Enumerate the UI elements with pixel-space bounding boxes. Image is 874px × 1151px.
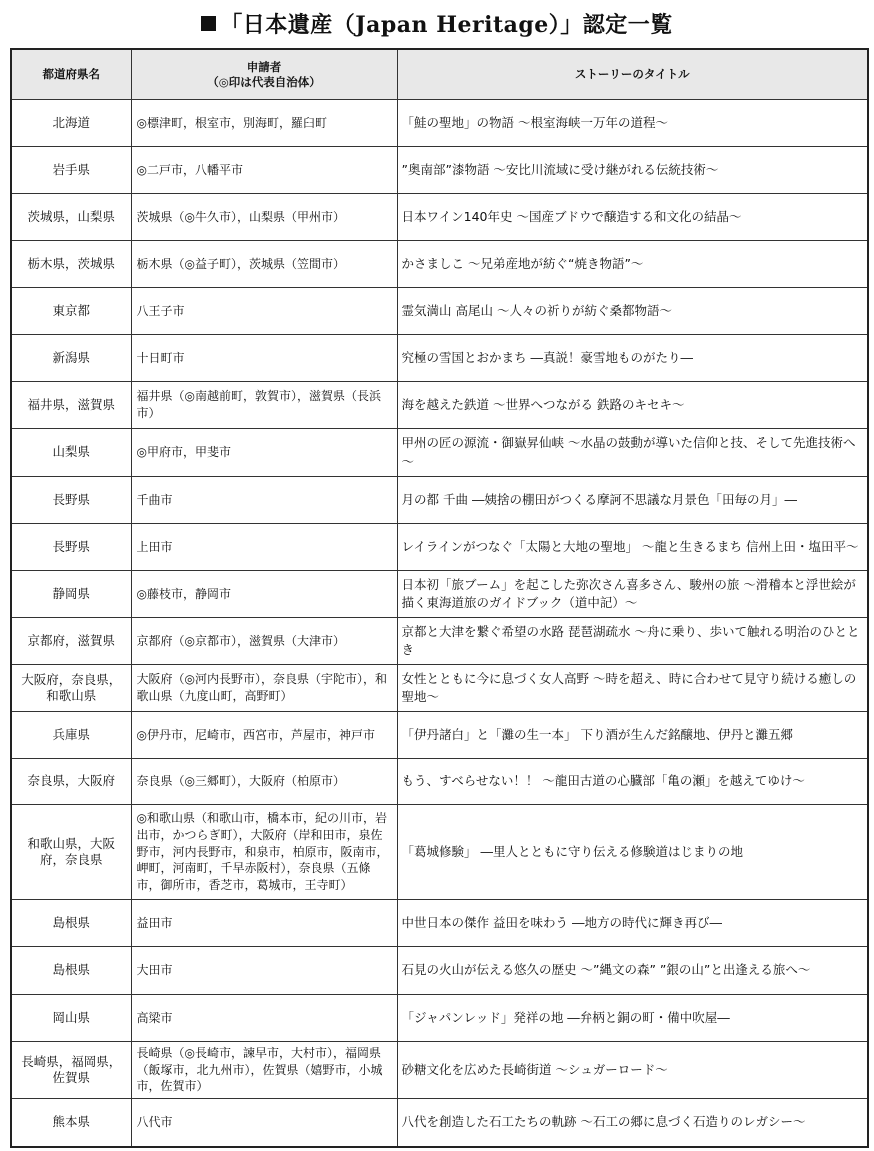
applicant-cell: ◎和歌山県（和歌山市，橋本市，紀の川市，岩出市，かつらぎ町），大阪府（岸和田市，泉佐野市，河内長野市，和泉市，柏原市，阪南市，岬町，河南町，千早赤阪村），奈良県（五條市，御所市，香芝市，葛城市，王寺町） [131,805,397,900]
applicant-cell: ◎標津町，根室市，別海町，羅臼町 [131,100,397,147]
table-row [11,241,868,288]
square-bullet-icon [201,16,216,31]
table-row [11,759,868,805]
story-cell: 中世日本の傑作 益田を味わう ―地方の時代に輝き再び― [397,900,868,947]
header-applicant [131,49,397,100]
story-cell: 「鮭の聖地」の物語 ～根室海峡一万年の道程～ [397,100,868,147]
applicant-cell: 千曲市 [131,477,397,524]
story-cell: もう、すべらせない！！ ～龍田古道の心臓部「亀の瀬」を越えてゆけ～ [397,759,868,805]
table-row [11,665,868,712]
prefecture-cell: 長野県 [11,477,131,524]
story-cell: 甲州の匠の源流・御嶽昇仙峡 ～水晶の鼓動が導いた信仰と技、そして先進技術へ～ [397,429,868,477]
header-prefecture: 都道府県名 [11,49,131,100]
prefecture-cell: 北海道 [11,100,131,147]
prefecture-cell: 和歌山県，大阪府，奈良県 [11,805,131,900]
applicant-cell: 十日町市 [131,335,397,382]
applicant-cell: 八王子市 [131,288,397,335]
table-row [11,429,868,477]
applicant-cell: ◎藤枝市，静岡市 [131,571,397,618]
prefecture-cell: 茨城県，山梨県 [11,194,131,241]
prefecture-cell: 長崎県，福岡県，佐賀県 [11,1042,131,1099]
table-row [11,147,868,194]
prefecture-cell: 福井県，滋賀県 [11,382,131,429]
prefecture-cell: 島根県 [11,900,131,947]
applicant-cell: 茨城県（◎牛久市），山梨県（甲州市） [131,194,397,241]
story-cell: 女性とともに今に息づく女人高野 ～時を超え、時に合わせて見守り続ける癒しの聖地～ [397,665,868,712]
story-cell: 京都と大津を繋ぐ希望の水路 琵琶湖疏水 ～舟に乗り、歩いて触れる明治のひととき [397,618,868,665]
applicant-cell: ◎甲府市，甲斐市 [131,429,397,477]
story-cell: 「伊丹諸白」と「灘の生一本」 下り酒が生んだ銘醸地、伊丹と灘五郷 [397,712,868,759]
header-applicant-line2: （◎印は代表自治体） [207,74,321,89]
prefecture-cell: 東京都 [11,288,131,335]
header-applicant-line1: 申請者 [246,60,282,75]
table-row [11,1099,868,1147]
prefecture-cell: 静岡県 [11,571,131,618]
story-cell: かさましこ ～兄弟産地が紡ぐ“焼き物語”～ [397,241,868,288]
prefecture-cell: 岡山県 [11,995,131,1042]
applicant-cell: 八代市 [131,1099,397,1147]
applicant-cell: 栃木県（◎益子町），茨城県（笠間市） [131,241,397,288]
applicant-cell: 大田市 [131,947,397,995]
applicant-cell: 高梁市 [131,995,397,1042]
table-row [11,194,868,241]
table-row [11,477,868,524]
table-row [11,947,868,995]
applicant-cell: 京都府（◎京都市），滋賀県（大津市） [131,618,397,665]
story-cell: 日本初「旅ブーム」を起こした弥次さん喜多さん、駿州の旅 ～滑稽本と浮世絵が描く東海道旅のガイドブック（道中記）～ [397,571,868,618]
story-cell: ”奥南部”漆物語 ～安比川流域に受け継がれる伝統技術～ [397,147,868,194]
applicant-cell: 上田市 [131,524,397,571]
prefecture-cell: 大阪府，奈良県，和歌山県 [11,665,131,712]
prefecture-cell: 新潟県 [11,335,131,382]
prefecture-cell: 山梨県 [11,429,131,477]
prefecture-cell: 兵庫県 [11,712,131,759]
table-row [11,1042,868,1099]
story-cell: 「葛城修験」 ―里人とともに守り伝える修験道はじまりの地 [397,805,868,900]
story-cell: 砂糖文化を広めた長崎街道 ～シュガーロード～ [397,1042,868,1099]
prefecture-cell: 熊本県 [11,1099,131,1147]
story-cell: 日本ワイン140年史 ～国産ブドウで醸造する和文化の結晶～ [397,194,868,241]
heritage-table [10,48,869,1148]
table-row [11,618,868,665]
table-row [11,712,868,759]
table-row [11,900,868,947]
prefecture-cell: 奈良県，大阪府 [11,759,131,805]
story-cell: 究極の雪国とおかまち ―真説！豪雪地ものがたり― [397,335,868,382]
applicant-cell: 大阪府（◎河内長野市），奈良県（宇陀市），和歌山県（九度山町，高野町） [131,665,397,712]
page-title-text: 「日本遺産（Japan Heritage）」認定一覧 [220,12,673,38]
page-title [0,8,874,39]
story-cell: 霊気満山 高尾山 ～人々の祈りが紡ぐ桑都物語～ [397,288,868,335]
story-cell: 八代を創造した石工たちの軌跡 ～石工の郷に息づく石造りのレガシー～ [397,1099,868,1147]
story-cell: 「ジャパンレッド」発祥の地 ―弁柄と銅の町・備中吹屋― [397,995,868,1042]
prefecture-cell: 岩手県 [11,147,131,194]
applicant-cell: 福井県（◎南越前町，敦賀市），滋賀県（長浜市） [131,382,397,429]
applicant-cell: 奈良県（◎三郷町），大阪府（柏原市） [131,759,397,805]
table-row [11,382,868,429]
table-row [11,288,868,335]
story-cell: 月の都 千曲 ―姨捨の棚田がつくる摩訶不思議な月景色「田毎の月」― [397,477,868,524]
prefecture-cell: 京都府，滋賀県 [11,618,131,665]
header-story: ストーリーのタイトル [397,49,868,100]
table-row [11,571,868,618]
applicant-cell: ◎伊丹市，尼崎市，西宮市，芦屋市，神戸市 [131,712,397,759]
table-row [11,995,868,1042]
applicant-cell: 長崎県（◎長崎市，諫早市，大村市），福岡県（飯塚市，北九州市），佐賀県（嬉野市，小城市，佐賀市） [131,1042,397,1099]
story-cell: 海を越えた鉄道 ～世界へつながる 鉄路のキセキ～ [397,382,868,429]
prefecture-cell: 栃木県，茨城県 [11,241,131,288]
table-row [11,100,868,147]
table-row [11,524,868,571]
table-header-row [11,49,868,100]
table-row [11,805,868,900]
prefecture-cell: 島根県 [11,947,131,995]
story-cell: 石見の火山が伝える悠久の歴史 ～”縄文の森” ”銀の山”と出逢える旅へ～ [397,947,868,995]
table-row [11,335,868,382]
applicant-cell: ◎二戸市，八幡平市 [131,147,397,194]
story-cell: レイラインがつなぐ「太陽と大地の聖地」 ～龍と生きるまち 信州上田・塩田平～ [397,524,868,571]
applicant-cell: 益田市 [131,900,397,947]
prefecture-cell: 長野県 [11,524,131,571]
